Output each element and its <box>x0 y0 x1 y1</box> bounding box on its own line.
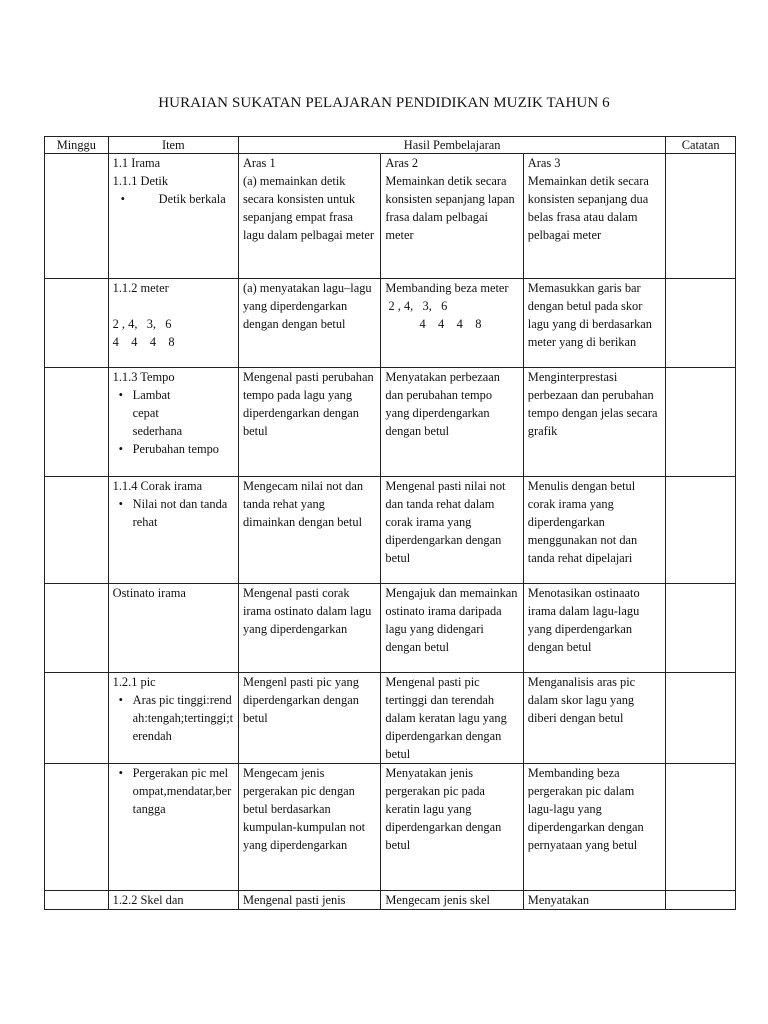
cell-aras-1 <box>238 368 380 477</box>
aras-text: Menulis dengan betul corak irama yang diperdengarkan menggunakan not dan tanda rehat dipelajari <box>527 479 638 565</box>
cell-catatan <box>666 673 736 764</box>
page-title: HURAIAN SUKATAN PELAJARAN PENDIDIKAN MUZIK TAHUN 6 <box>158 95 610 111</box>
aras-text: Mengecam jenis skel <box>385 893 490 907</box>
cell-aras-2 <box>381 891 523 910</box>
aras-text: Mengenl pasti pic yang diperdengarkan dengan betul <box>242 675 359 725</box>
cell-aras-3 <box>523 891 665 910</box>
cell-minggu <box>45 764 109 891</box>
table-header-row <box>45 137 736 154</box>
cell-catatan <box>666 584 736 673</box>
aras-text: Mengenal pasti pic tertinggi dan terendah dalam keratan lagu yang diperdengarkan dengan betul <box>385 675 507 761</box>
aras-heading: Aras 3 <box>527 156 561 170</box>
cell-aras-3 <box>523 584 665 673</box>
meter-denominators: 4 4 4 8 <box>385 317 482 331</box>
item-line: 1.1.2 meter <box>112 281 169 295</box>
meter-numerators: 2 , 4, 3, 6 <box>112 317 172 331</box>
cell-catatan <box>666 764 736 891</box>
aras-text: (a) menyatakan lagu–lagu yang diperdengarkan dengan dengan betul <box>242 281 372 331</box>
aras-heading: Aras 2 <box>385 156 419 170</box>
cell-minggu <box>45 891 109 910</box>
cell-aras-1 <box>238 279 380 368</box>
header-item: Item <box>108 137 238 154</box>
item-bullet: • Pergerakan pic melompat,mendatar,bertangga <box>113 764 234 818</box>
item-bullet: • Detik berkala <box>113 190 234 208</box>
aras-text: Membanding beza pergerakan pic dalam lagu-lagu yang diperdengarkan dengan pernyataan yang betul <box>527 766 644 852</box>
cell-aras-1 <box>238 891 380 910</box>
cell-catatan <box>666 368 736 477</box>
table-row <box>45 891 736 910</box>
aras-text: Mengecam nilai not dan tanda rehat yang dimainkan dengan betul <box>242 479 364 529</box>
item-sub: cepat <box>132 406 159 420</box>
aras-text: Memainkan detik secara konsisten sepanjang dua belas frasa atau dalam pelbagai meter <box>527 174 649 242</box>
aras-text: Mengecam jenis pergerakan pic dengan betul berdasarkan kumpulan-kumpulan not yang diperdengarkan <box>242 766 366 852</box>
table-row <box>45 154 736 279</box>
cell-item <box>108 477 238 584</box>
item-bullet: • Perubahan tempo <box>113 440 234 458</box>
cell-catatan <box>666 891 736 910</box>
item-bullet: • Aras pic tinggi:rendah:tengah;tertinggi;terendah <box>113 691 234 745</box>
aras-text: Mengenal pasti jenis <box>242 893 346 907</box>
cell-aras-3 <box>523 673 665 764</box>
cell-aras-1 <box>238 764 380 891</box>
table-row <box>45 764 736 891</box>
cell-aras-3 <box>523 477 665 584</box>
cell-catatan <box>666 154 736 279</box>
header-catatan: Catatan <box>666 137 736 154</box>
cell-item <box>108 584 238 673</box>
aras-text: Membanding beza meter <box>385 281 509 295</box>
cell-aras-2 <box>381 764 523 891</box>
aras-text: Menyatakan jenis pergerakan pic pada keratin lagu yang diperdengarkan dengan betul <box>385 766 502 852</box>
cell-item <box>108 154 238 279</box>
meter-numerators: 2 , 4, 3, 6 <box>385 299 448 313</box>
item-line: 1.1.3 Tempo <box>112 370 175 384</box>
cell-minggu <box>45 477 109 584</box>
aras-text: (a) memainkan detik secara konsisten untuk sepanjang empat frasa lagu dalam pelbagai meter <box>242 174 375 242</box>
syllabus-table <box>44 136 736 910</box>
item-line: 1.2.1 pic <box>112 675 156 689</box>
cell-minggu <box>45 673 109 764</box>
cell-aras-2 <box>381 368 523 477</box>
aras-text: Menyatakan <box>527 893 590 907</box>
cell-minggu <box>45 368 109 477</box>
item-bullet: • Nilai not dan tanda rehat <box>113 495 234 531</box>
cell-minggu <box>45 584 109 673</box>
cell-item <box>108 673 238 764</box>
table-row <box>45 368 736 477</box>
cell-catatan <box>666 279 736 368</box>
header-minggu: Minggu <box>45 137 109 154</box>
aras-text: Mengenal pasti nilai not dan tanda rehat dalam corak irama yang diperdengarkan dengan betul <box>385 479 506 565</box>
cell-aras-3 <box>523 279 665 368</box>
aras-text: Memasukkan garis bar dengan betul pada skor lagu yang di berdasarkan meter yang di berikan <box>527 281 652 349</box>
cell-aras-1 <box>238 584 380 673</box>
cell-item <box>108 764 238 891</box>
item-sub: sederhana <box>132 424 183 438</box>
item-bullet: • Lambat <box>113 386 234 404</box>
cell-minggu <box>45 279 109 368</box>
cell-aras-1 <box>238 477 380 584</box>
cell-aras-1 <box>238 673 380 764</box>
meter-denominators: 4 4 4 8 <box>112 335 175 349</box>
table-row <box>45 477 736 584</box>
aras-heading: Aras 1 <box>242 156 276 170</box>
item-line: Ostinato irama <box>112 586 186 600</box>
aras-text: Mengajuk dan memainkan ostinato irama daripada lagu yang didengari dengan betul <box>385 586 518 654</box>
cell-aras-3 <box>523 368 665 477</box>
cell-catatan <box>666 477 736 584</box>
aras-text: Menganalisis aras pic dalam skor lagu yang diberi dengan betul <box>527 675 636 725</box>
aras-text: Menotasikan ostinaato irama dalam lagu-lagu yang diperdengarkan dengan betul <box>527 586 640 654</box>
aras-text: Mengenal pasti corak irama ostinato dalam lagu yang diperdengarkan <box>242 586 372 636</box>
cell-item <box>108 891 238 910</box>
table-row <box>45 279 736 368</box>
cell-aras-2 <box>381 154 523 279</box>
table-row <box>45 584 736 673</box>
cell-aras-2 <box>381 279 523 368</box>
cell-item <box>108 279 238 368</box>
cell-aras-3 <box>523 764 665 891</box>
aras-text: Menginterprestasi perbezaan dan perubahan tempo dengan jelas secara grafik <box>527 370 658 438</box>
aras-text: Memainkan detik secara konsisten sepanjang lapan frasa dalam pelbagai meter <box>385 174 515 242</box>
cell-aras-2 <box>381 477 523 584</box>
item-line: 1.1.1 Detik <box>112 174 169 188</box>
aras-text: Mengenal pasti perubahan tempo pada lagu yang diperdengarkan dengan betul <box>242 370 374 438</box>
cell-aras-1 <box>238 154 380 279</box>
item-line: 1.1.4 Corak irama <box>112 479 203 493</box>
cell-aras-3 <box>523 154 665 279</box>
cell-minggu <box>45 154 109 279</box>
cell-item <box>108 368 238 477</box>
header-hasil-pembelajaran: Hasil Pembelajaran <box>238 137 665 154</box>
table-row <box>45 673 736 764</box>
item-line: 1.1 Irama <box>112 156 161 170</box>
cell-aras-2 <box>381 673 523 764</box>
aras-text: Menyatakan perbezaan dan perubahan tempo yang diperdengarkan dengan betul <box>385 370 500 438</box>
item-line: 1.2.2 Skel dan <box>112 893 184 907</box>
cell-aras-2 <box>381 584 523 673</box>
